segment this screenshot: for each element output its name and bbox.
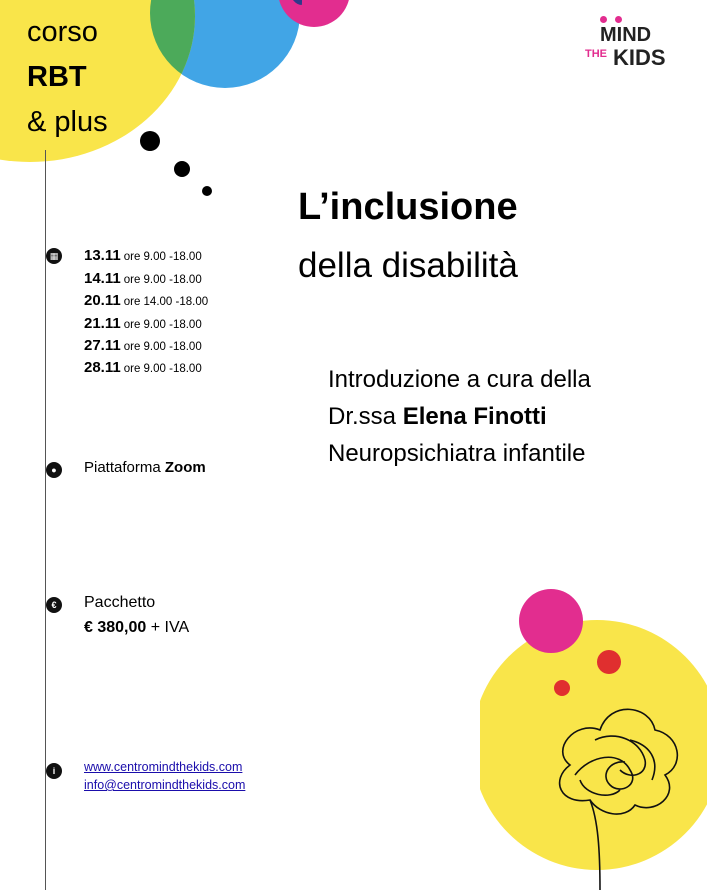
- corso-label: corso: [27, 16, 98, 48]
- title-line-1: L’inclusione: [298, 186, 518, 228]
- date-row: 14.11 ore 9.00 -18.00: [84, 270, 202, 287]
- logo-dot-right: [615, 16, 622, 23]
- info-icon: i: [46, 763, 62, 779]
- intro-line-1: Introduzione a cura della: [328, 366, 591, 393]
- date-row: 27.11 ore 9.00 -18.00: [84, 337, 202, 354]
- website-link[interactable]: www.centromindthekids.com: [84, 760, 243, 774]
- timeline-line: [45, 150, 46, 890]
- calendar-icon: ▦: [46, 248, 62, 264]
- price-amount: € 380,00 + IVA: [84, 619, 190, 636]
- price-label: Pacchetto: [84, 594, 156, 611]
- platform-name: Zoom: [164, 459, 206, 476]
- location-pin-icon: ●: [46, 462, 62, 478]
- plus-label: & plus: [27, 106, 108, 138]
- intro-line-2: Dr.ssa Elena Finotti: [328, 403, 547, 430]
- head-illustration: [480, 580, 707, 890]
- platform-text: Piattaforma Zoom: [84, 459, 206, 476]
- rbt-label: RBT: [27, 61, 87, 93]
- email-link[interactable]: info@centromindthekids.com: [84, 778, 246, 792]
- mind-the-kids-logo: MIND THE KIDS: [585, 16, 685, 76]
- logo-dot-left: [600, 16, 607, 23]
- intro-line-3: Neuropsichiatra infantile: [328, 440, 586, 467]
- date-row: 13.11 ore 9.00 -18.00: [84, 247, 202, 264]
- speaker-name: Elena Finotti: [402, 403, 547, 430]
- title-line-2: della disabilità: [298, 246, 518, 285]
- date-row: 20.11 ore 14.00 -18.00: [84, 292, 209, 309]
- date-row: 21.11 ore 9.00 -18.00: [84, 315, 202, 332]
- euro-icon: €: [46, 597, 62, 613]
- date-row: 28.11 ore 9.00 -18.00: [84, 359, 202, 376]
